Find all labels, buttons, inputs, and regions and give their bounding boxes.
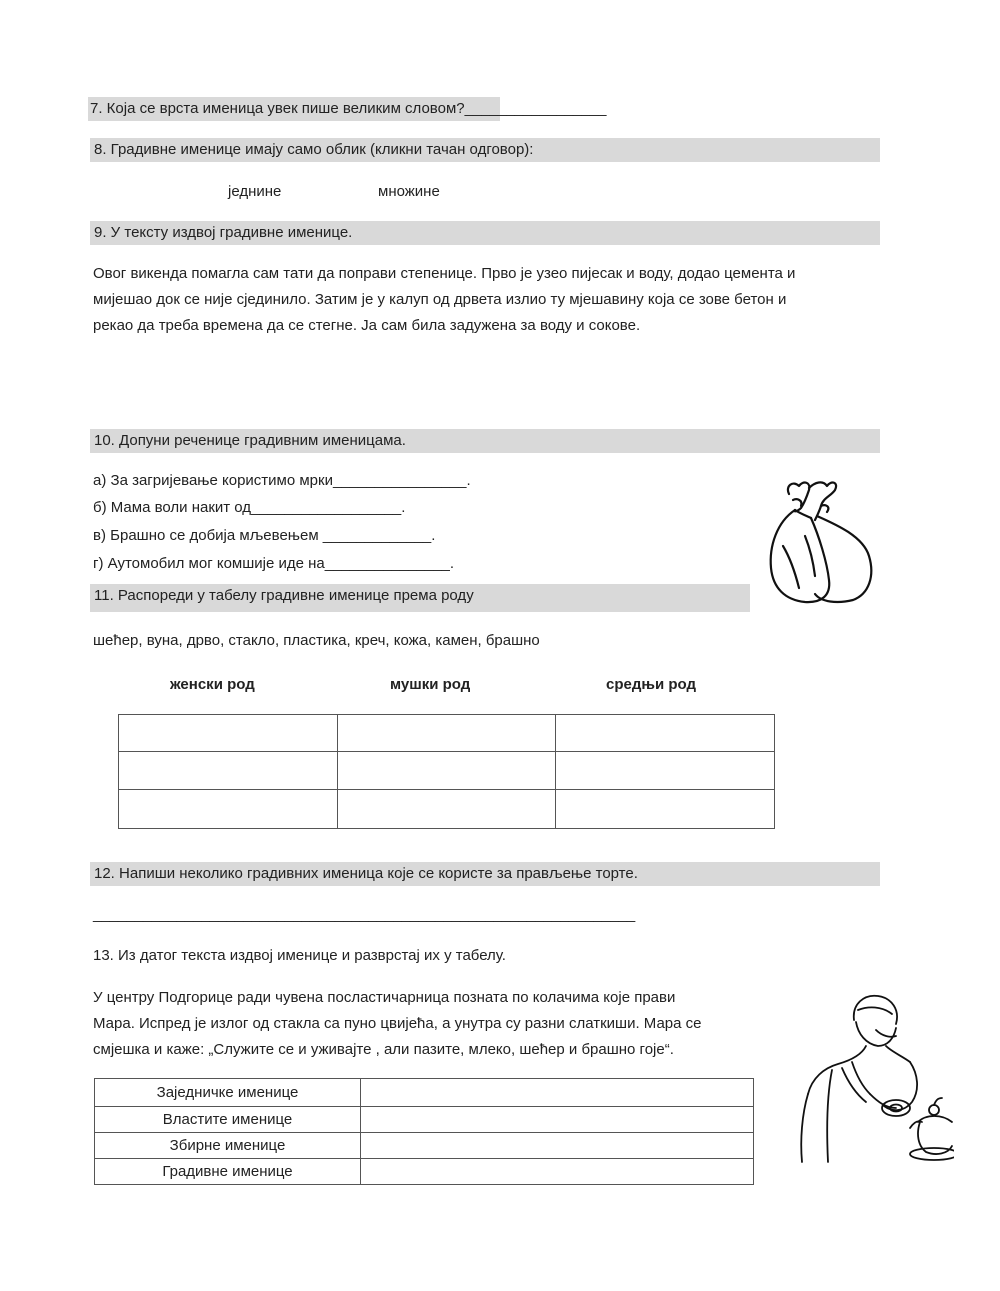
paragraph-line: Овог викенда помагла сам тати да поправи степенице. Прво је узео пијесак и воду, додао цемента и bbox=[93, 265, 796, 282]
fill-item-b[interactable]: б) Мама воли накит од__________________. bbox=[93, 499, 406, 516]
table-cell[interactable] bbox=[119, 715, 338, 752]
question-8-band bbox=[90, 138, 880, 162]
table-cell[interactable] bbox=[337, 790, 556, 829]
fill-item-a[interactable]: а) За загријевање користимо мрки________________. bbox=[93, 472, 471, 489]
question-9-text: 9. У тексту издвој градивне именице. bbox=[94, 224, 353, 241]
question-10-band bbox=[90, 429, 880, 453]
column-header-masculine: мушки род bbox=[390, 676, 471, 693]
table-cell[interactable] bbox=[119, 752, 338, 790]
paragraph-line: Мара. Испред је излог од стакла са пуно цвијећа, а унутра су разни слаткиши. Мара се bbox=[93, 1015, 702, 1032]
table-cell[interactable] bbox=[337, 715, 556, 752]
answer-line[interactable]: _________________________________________________________________ bbox=[93, 906, 636, 923]
question-7 bbox=[90, 100, 606, 117]
question-9-paragraph[interactable] bbox=[93, 261, 795, 339]
row-label-material: Градивне именице bbox=[95, 1159, 361, 1185]
table-cell[interactable] bbox=[556, 752, 775, 790]
word-list: шећер, вуна, дрво, стакло, пластика, креч, кожа, камен, брашно bbox=[93, 632, 540, 649]
row-label-collective: Збирне именице bbox=[95, 1133, 361, 1159]
question-11-band bbox=[90, 584, 750, 612]
question-7-blank[interactable]: _________________ bbox=[464, 100, 607, 117]
question-13-text: 13. Из датог текста издвој именице и разврстај их у табелу. bbox=[93, 947, 506, 964]
paragraph-line: мијешао док се није сјединило. Затим је у калуп од дрвета излио ту мјешавину која се зове бетон и bbox=[93, 291, 787, 308]
question-12-text: 12. Напиши неколико градивних именица које се користе за прављење торте. bbox=[94, 865, 638, 882]
column-header-neuter: средњи род bbox=[606, 676, 696, 693]
table-cell[interactable] bbox=[361, 1079, 754, 1107]
question-10-text: 10. Допуни реченице градивним именицама. bbox=[94, 432, 406, 449]
table-cell[interactable] bbox=[361, 1159, 754, 1185]
option-plural[interactable]: множине bbox=[378, 183, 440, 200]
row-label-common: Заједничке именице bbox=[95, 1079, 361, 1107]
row-label-proper: Властите именице bbox=[95, 1107, 361, 1133]
table-cell[interactable] bbox=[337, 752, 556, 790]
question-12-band bbox=[90, 862, 880, 886]
question-7-text: 7. Која се врста именица увек пише великим словом? bbox=[90, 100, 465, 117]
noun-classification-table bbox=[94, 1078, 754, 1185]
table-cell[interactable] bbox=[556, 790, 775, 829]
table-cell[interactable] bbox=[119, 790, 338, 829]
table-cell[interactable] bbox=[556, 715, 775, 752]
table-cell[interactable] bbox=[361, 1133, 754, 1159]
paragraph-line: рекао да треба времена да се стегне. Ја сам била задужена за воду и сокове. bbox=[93, 317, 641, 334]
question-8-text: 8. Градивне именице имају само облик (кликни тачан одговор): bbox=[94, 141, 534, 158]
paragraph-line: смјешка и каже: „Служите се и уживајте , али пазите, млеко, шећер и брашно гоје“. bbox=[93, 1041, 674, 1058]
gender-table bbox=[118, 714, 775, 829]
fill-item-d[interactable]: г) Аутомобил мог комшије иде на_______________. bbox=[93, 555, 455, 572]
column-header-feminine: женски род bbox=[170, 676, 255, 693]
fill-item-c[interactable]: в) Брашно се добија мљевењем _____________. bbox=[93, 527, 436, 544]
question-9-band bbox=[90, 221, 880, 245]
table-cell[interactable] bbox=[361, 1107, 754, 1133]
paragraph-line: У центру Подгорице ради чувена посластичарница позната по колачима које прави bbox=[93, 989, 676, 1006]
question-11-text: 11. Распореди у табелу градивне именице према роду bbox=[94, 587, 474, 604]
flour-sacks-image bbox=[765, 476, 895, 608]
question-13-paragraph[interactable] bbox=[93, 985, 702, 1063]
baker-woman-image bbox=[792, 990, 954, 1166]
option-singular[interactable]: једнине bbox=[228, 183, 282, 200]
